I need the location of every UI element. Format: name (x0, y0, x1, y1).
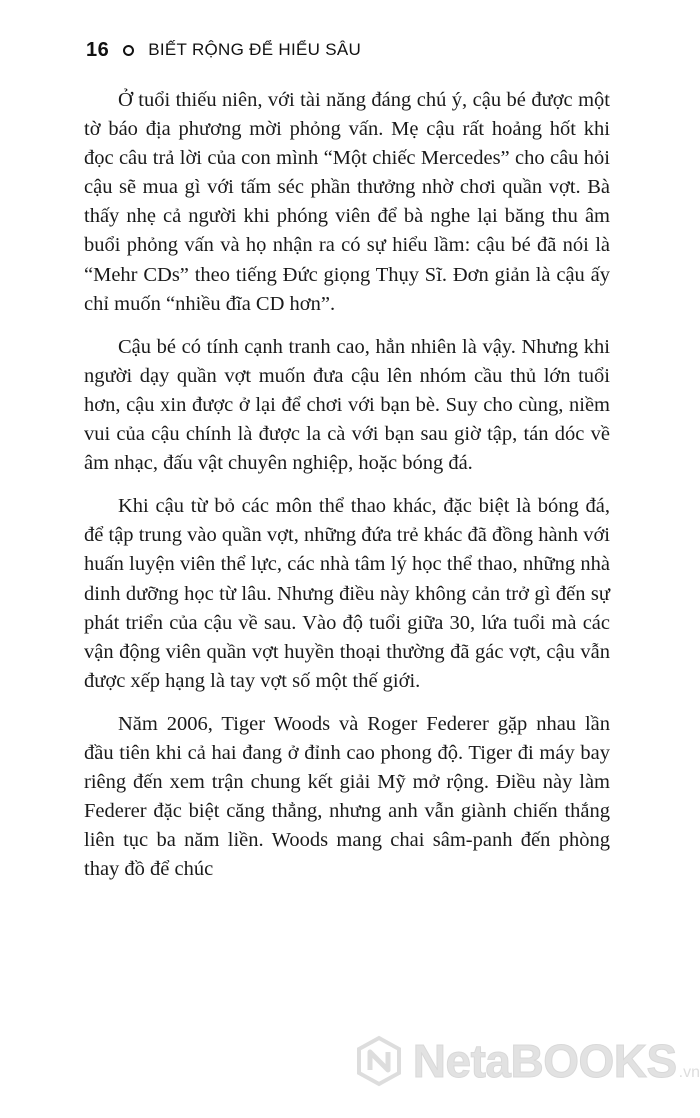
circle-bullet-icon (123, 45, 134, 56)
watermark (353, 1026, 700, 1096)
page-number: 16 (86, 38, 110, 61)
running-title: BIẾT RỘNG ĐỂ HIỂU SÂU (148, 40, 362, 59)
watermark-suffix: .vn (678, 1064, 700, 1081)
body-text (84, 86, 610, 898)
paragraph: Ở tuổi thiếu niên, với tài năng đáng chú ý, cậu bé được một tờ báo địa phương mời phỏng vấn. Mẹ cậu rất hoảng hốt khi đọc câu trả lời của con mình “Một chiếc Mercedes” cho câu hỏi cậu sẽ mua gì với tấm séc phần thưởng nhờ chơi quần vợt. Bà thấy nhẹ cả người khi phóng viên để bà nghe lại băng thu âm buổi phỏng vấn và họ nhận ra có sự hiểu lầm: cậu bé đã nói là “Mehr CDs” theo tiếng Đức giọng Thụy Sĩ. Đơn giản là cậu ấy chỉ muốn “nhiều đĩa CD hơn”. (84, 89, 610, 315)
paragraph: Khi cậu từ bỏ các môn thể thao khác, đặc biệt là bóng đá, để tập trung vào quần vợt, những đứa trẻ khác đã đồng hành với huấn luyện viên thể lực, các nhà tâm lý học thể thao, những nhà dinh dưỡng học từ lâu. Nhưng điều này không cản trở gì đến sự phát triển của cậu về sau. Vào độ tuổi giữa 30, lứa tuổi mà các vận động viên quần vợt huyền thoại thường đã gác vợt, cậu vẫn được xếp hạng là tay vợt số một thế giới. (84, 495, 610, 692)
paragraph: Cậu bé có tính cạnh tranh cao, hẳn nhiên là vậy. Nhưng khi người dạy quần vợt muốn đưa cậu lên nhóm cầu thủ lớn tuổi hơn, cậu xin được ở lại để chơi với bạn bè. Suy cho cùng, niềm vui của cậu chính là được la cà với bạn sau giờ tập, tán dóc về âm nhạc, đấu vật chuyên nghiệp, hoặc bóng đá. (84, 335, 610, 475)
paragraph: Năm 2006, Tiger Woods và Roger Federer gặp nhau lần đầu tiên khi cả hai đang ở đỉnh cao phong độ. Tiger đi máy bay riêng đến xem trận chung kết giải Mỹ mở rộng. Điều này làm Federer đặc biệt căng thẳng, nhưng anh vẫn giành chiến thắng liên tục ba năm liền. Woods mang chai sâm-panh đến phòng thay đồ để chúc (84, 712, 610, 881)
netabooks-logo-icon (353, 1035, 405, 1087)
page-header (86, 36, 361, 64)
watermark-brand: NetaBOOKS (412, 1035, 677, 1087)
